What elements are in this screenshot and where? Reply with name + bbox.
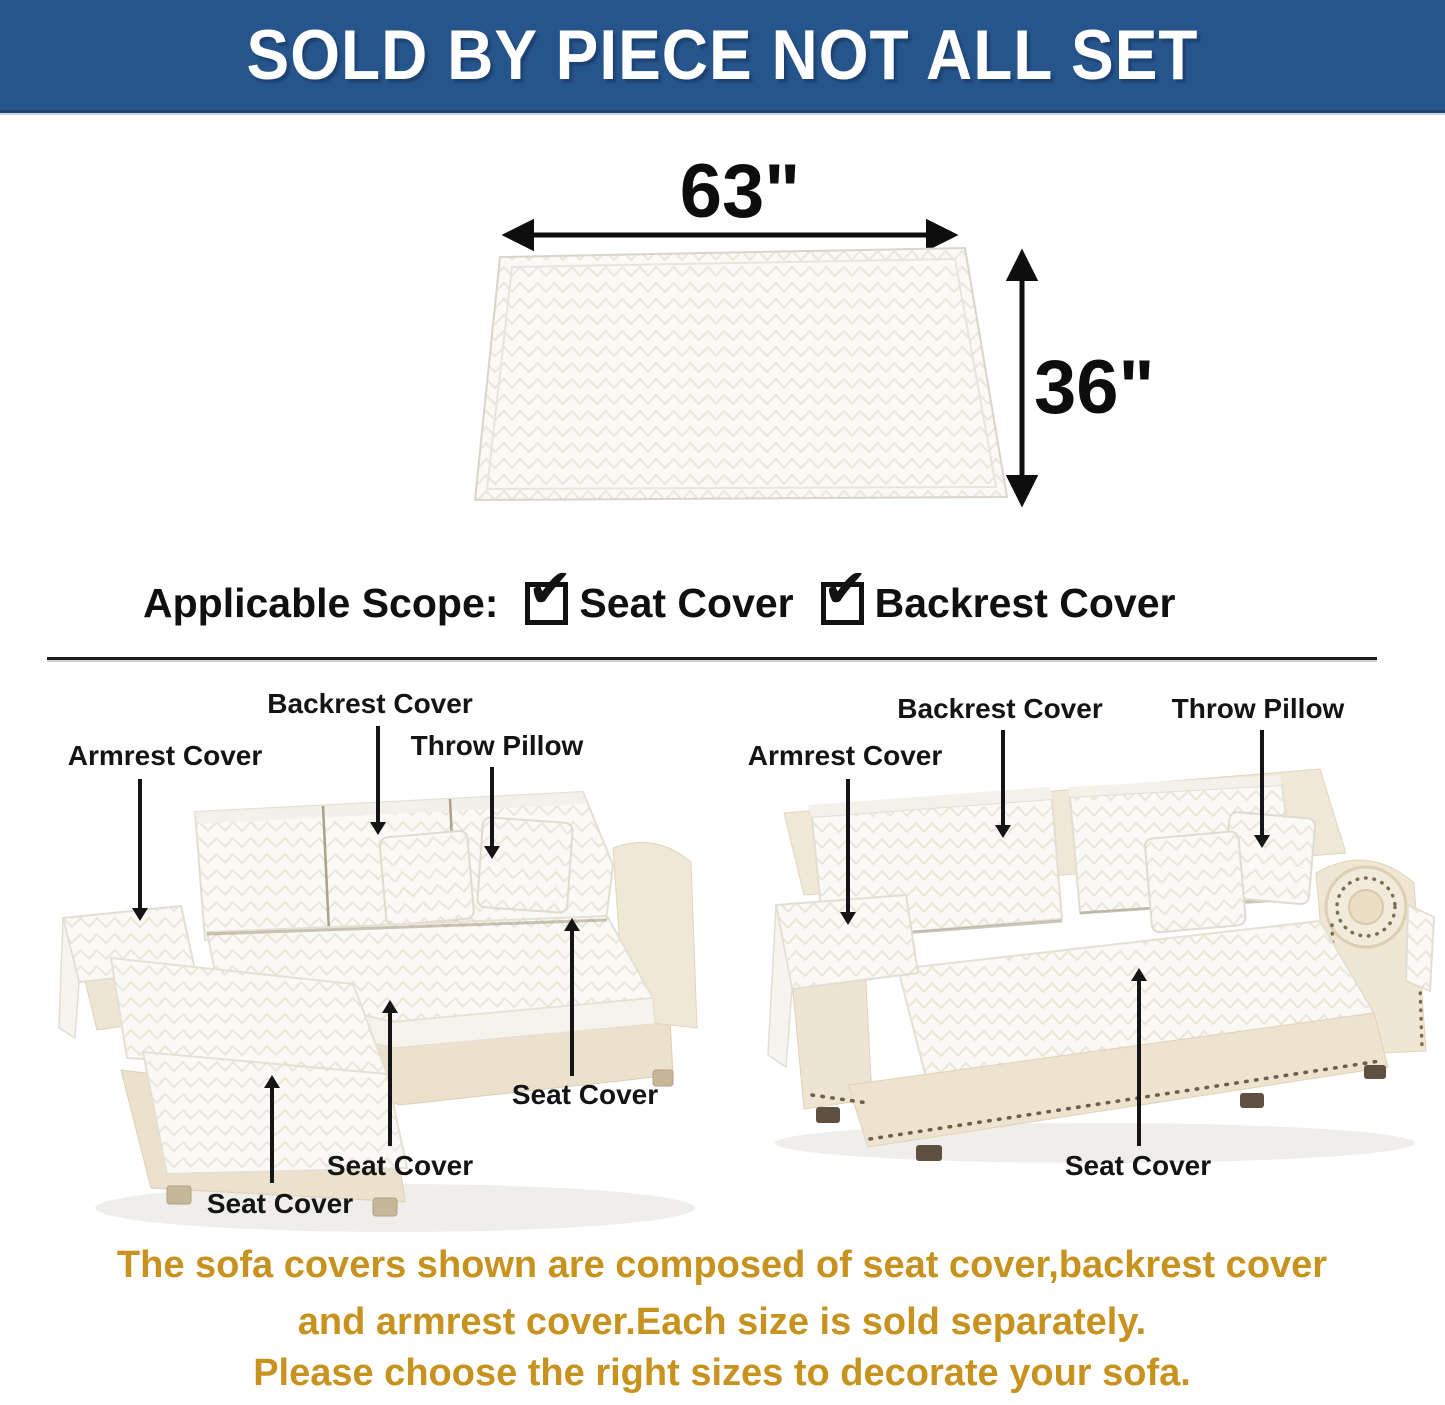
check-icon: ✔ xyxy=(527,557,573,620)
annotation-arrow xyxy=(1001,730,1005,826)
annotation-armrest-cover: Armrest Cover xyxy=(747,740,943,771)
annotation-seat-cover: Seat Cover xyxy=(206,1188,354,1219)
footer-text-line: The sofa covers shown are composed of seat cover,backrest cover xyxy=(116,1244,1328,1286)
fabric-cover xyxy=(475,248,1007,500)
banner-title: SOLD BY PIECE NOT ALL SET xyxy=(246,15,1199,95)
width-dimension-label: 63" xyxy=(679,149,801,234)
annotation-arrow xyxy=(138,779,142,909)
checkbox-checked-icon xyxy=(821,557,868,625)
annotation-arrow xyxy=(376,726,380,823)
armrest-roll-center xyxy=(1349,890,1383,924)
annotation-arrow xyxy=(846,779,850,913)
annotation-throw-pillow: Throw Pillow xyxy=(410,730,584,761)
footer-text-line: and armrest cover.Each size is sold separately. xyxy=(297,1301,1147,1343)
applicable-scope-row xyxy=(143,557,1176,627)
sofa-foot xyxy=(816,1107,840,1123)
sofa-foot xyxy=(373,1198,397,1216)
checkbox-checked-icon xyxy=(525,557,573,625)
scope-option-label: Backrest Cover xyxy=(874,580,1176,626)
footer-text-line: Please choose the right sizes to decorate your sofa. xyxy=(253,1352,1191,1394)
annotation-arrow xyxy=(388,1012,392,1146)
annotation-arrow xyxy=(1137,980,1141,1146)
annotation-arrow xyxy=(1260,730,1264,836)
annotation-seat-cover: Seat Cover xyxy=(1064,1150,1212,1181)
check-icon: ✔ xyxy=(822,557,868,620)
standard-sofa-photo xyxy=(720,755,1445,1165)
annotation-arrow xyxy=(270,1087,274,1183)
section-divider xyxy=(47,657,1377,660)
annotation-backrest-cover: Backrest Cover xyxy=(267,688,473,719)
sofa-foot xyxy=(1364,1065,1386,1079)
annotation-arrow xyxy=(490,767,494,847)
annotation-throw-pillow: Throw Pillow xyxy=(1171,693,1345,724)
annotation-arrow xyxy=(570,930,574,1076)
annotation-armrest-cover: Armrest Cover xyxy=(67,740,263,771)
sofa-foot xyxy=(167,1186,191,1204)
annotation-backrest-cover: Backrest Cover xyxy=(897,693,1103,724)
scope-option-label: Seat Cover xyxy=(579,580,794,626)
throw-pillow xyxy=(1144,831,1246,933)
banner xyxy=(0,0,1445,113)
throw-pillow xyxy=(379,830,474,925)
armrest-cover-flap xyxy=(1406,905,1434,991)
annotation-seat-cover: Seat Cover xyxy=(326,1150,474,1181)
sofa-foot xyxy=(916,1145,942,1161)
annotation-seat-cover: Seat Cover xyxy=(511,1079,659,1110)
fabric-size-diagram xyxy=(410,215,1060,520)
scope-option-seat xyxy=(525,557,794,627)
scope-option-backrest xyxy=(821,557,1176,627)
sofa-foot xyxy=(1240,1093,1264,1108)
applicable-scope-label: Applicable Scope: xyxy=(143,580,499,626)
height-dimension-label: 36" xyxy=(1034,345,1155,430)
